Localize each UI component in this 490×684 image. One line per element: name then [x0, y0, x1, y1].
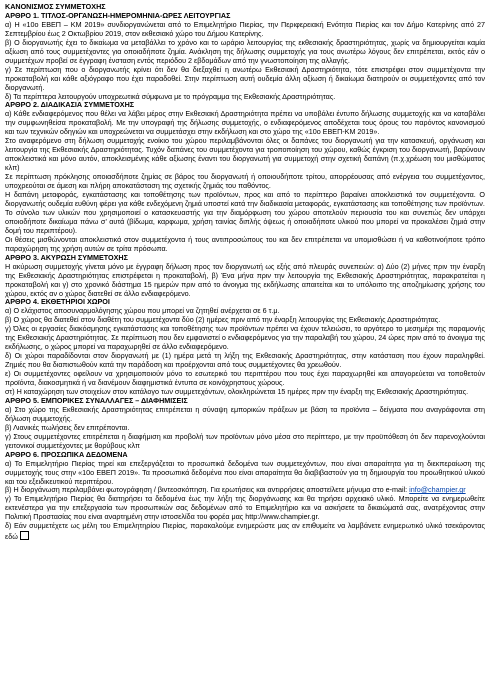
article-1-heading: ΑΡΘΡΟ 1. ΤΙΤΛΟΣ-ΟΡΓΑΝΩΣΗ-ΗΜΕΡΟΜΗΝΙΑ-ΩΡΕΣ ΛΕΙΤΟΥΡΓΙΑΣ	[5, 10, 231, 20]
article-1-para-c: γ) Σε περίπτωση που ο διοργανωτής κρίνει ότι δεν θα διεξαχθεί η ανωτέρω Εκθεσιακή Δραστηριότητα, τότε επιστρέφει στον συμμετέχοντα την προκαταβολή και κάθε αξιόγραφο που έχει παραδοθεί. Στην περίπτωση αυτή ουδεμία άλλη αξίωση ή δικαίωμα διατηρούν οι συμμετέχοντες από τον διοργανωτή.	[5, 64, 485, 92]
article-2-para-4: Η δαπάνη μεταφοράς, εγκατάστασης και τοποθέτησης των προϊόντων, προς και από το περίπτερο βαραίνει αποκλειστικά τον συμμετέχοντα. Ο διοργανωτής ουδεμία ευθύνη φέρει για κάθε ενδεχόμενη ζημιά υποστεί κατά την διαδικασία μεταφοράς, εγκατάστασης και τοποθέτησης των προϊόντων.	[5, 190, 485, 208]
article-6-para-b-text: β) Η διοργάνωση περιλαμβάνει φωτογράφηση / βιντεοσκόπηση. Για ερωτήσεις και αντιρρήσεις αποστείλετε μήνυμα στο e-mail:	[5, 485, 408, 495]
article-1-para-a: α) Η «10ο ΕΒΕΠ – ΚΜ 2019» συνδιοργανώνεται από το Επιμελητήριο Πιερίας, την Περιφερειακή Ενότητα Πιερίας και τον Δήμο Κατερίνης από 27 Σεπτεμβρίου έως 2 Οκτωβρίου 2019, στον εκθεσιακό χώρο του Δήμου Κατερίνης.	[5, 19, 485, 38]
article-5-heading: ΑΡΘΡΟ 5. ΕΜΠΟΡΙΚΕΣ ΣΥΝΑΛΛΑΓΕΣ – ΔΙΑΦΗΜΙΣΕΙΣ	[5, 395, 188, 405]
article-4-para-st: στ) Η καταχώρηση των στοιχείων στον κατάλογο των συμμετεχόντων, ολοκληρώνεται 15 ημέρες πριν την έναρξη της Εκθεσιακής Δραστηριότητας.	[5, 386, 469, 396]
article-4-para-c: γ) Όλες οι εργασίες διακόσμησης εγκατάστασης και τοποθέτησης των προϊόντων πρέπει να έχουν τελειώσει, το αργότερο το μεσημέρι της παραμονής της Εκθεσιακής Δραστηριότητας. Σε περίπτωση που δεν εμφανιστεί ο ενδιαφερόμενος για την παραλαβή του χώρου, 24 ώρες πριν από το άνοιγμα της εκδήλωσης, ο χώρος μπορεί να παραχωρηθεί σε άλλο ενδιαφερόμενο.	[5, 324, 485, 352]
article-4-para-a: α) Ο ελάχιστος αποσυναρμολόγησης χώρου που μπορεί να ζητηθεί ανέρχεται σε 6 τ.μ.	[5, 306, 280, 316]
article-4-para-b: β) Ο χώρος θα διατεθεί στον διαθέτη του συμμετέχοντα δύο (2) ημέρες πριν από την έναρξη λειτουργίας της Εκθεσιακής Δραστηριότητας.	[5, 315, 441, 325]
article-3-heading: ΑΡΘΡΟ 3. ΑΚΥΡΩΣΗ ΣΥΜΜΕΤΟΧΗΣ	[5, 252, 128, 262]
article-6-para-c: γ) Το Επιμελητήριο Πιερίας θα διατηρήσει τα δεδομένα έως την λήξη της διοργάνωσης και θα τηρήσει αρχειακό υλικό. Μπορείτε να ενημερωθείτε εκτενέστερα για την επεξεργασία των προσωπικών σας δεδομένων από το Επιμελητήριο και να ασκήσετε τα δικαιώματά σας, ανατρέχοντας στην Πολιτική Προστασίας που είναι αναρτημένη στην ιστοσελίδα του φορέα μας http://www.champier.gr.	[5, 494, 485, 522]
article-3-para: Η ακύρωση συμμετοχής γίνεται μόνο με έγγραφη δήλωση προς τον διοργανωτή ως εξής από πλευράς συνεπειών: α) Δύο (2) μήνες πριν την έναρξη της Εκθεσιακής Δραστηριότητας επιστρέφεται η προκαταβολή, β) Ένα μήνα πριν την λειτουργία της Εκθεσιακής Δραστηριότητας, παρακρατείται η προκαταβολή και γ) στο χρονικό διάστημα 15 ημερών πριν από το άνοιγμα της εκδήλωσης απαιτείται και το υπόλοιπο της αποζημίωσης χρήσης του χώρου, εκτός αν ο χώρος διατεθεί σε άλλο ενδιαφερόμενο.	[5, 261, 485, 298]
article-5-para-b: β) Λιανικές πωλήσεις δεν επιτρέπονται.	[5, 422, 130, 432]
document-title: ΚΑΝΟΝΙΣΜΟΣ ΣΥΜΜΕΤΟΧΗΣ	[5, 2, 106, 11]
article-6-para-a: α) Το Επιμελητήριο Πιερίας τηρεί και επεξεργάζεται το προσωπικά δεδομένα των συμμετεχόντων, που είναι απαραίτητα για τη διεκπεραίωση της συμμετοχής τους στην «10ο ΕΒΕΠ 2019». Τα προσωπικά δεδομένα που είναι απαραίτητα θα διαβιβαστούν για τη δημιουργία του προωθητικού υλικού και του εξειδικευτικού περιπτέρου.	[5, 458, 485, 486]
article-2-para-2: Στο αναφερόμενο στη δήλωση συμμετοχής ενοίκιο του χώρου περιλαμβάνονται όλες οι δαπάνες του διοργανωτή για την κατασκευή, οργάνωση και λειτουργία της Εκθεσιακής Δραστηριότητας. Τυχόν δαπάνες του συμμετέχοντα για τροποποίηση του χώρου, καθώς έγκριση του διοργανωτή, βαρύνουν αποκλειστικά και μόνο αυτόν, αποκλεισμένης κάθε αξίωσης έναντι του διοργανωτή για συμμετοχή στην σχετική δαπάνη (π.χ.χρέωση του μισθώματος κλπ)	[5, 136, 485, 173]
article-1-para-d: δ) Τα περίπτερα λειτουργούν υποχρεωτικά σύμφωνα με το πρόγραμμα της Εκθεσιακής Δραστηριότητας.	[5, 91, 336, 101]
article-6-para-d	[5, 522, 485, 542]
article-2-para-5: Το σύνολο των υλικών που χρησιμοποιεί ο κατασκευαστής για την διαμόρφωση του χώρου αποτελούν περιουσία του και συνεπώς δεν υπάρχει οποιοδήποτε δικαίωμα πάνω σ’ αυτά (βίδωμα, καρφωμα, χρήση ταινίας διπλής όψεως ή οποιαδήποτε υλικού που μπορεί να προκαλέσει ζημιά στην δομή του περιπτέρου).	[5, 207, 485, 235]
contact-email-link[interactable]: info@champier.gr	[409, 485, 466, 495]
article-4-para-d: δ) Οι χώροι παραδίδονται στον διοργανωτή με (1) ημέρα μετά τη λήξη της Εκθεσιακής Δραστηριότητας, στην κατάσταση που έχουν παραληφθεί. Ζημιές που θα διαπιστωθούν κατά την παράδοση και προέρχονται από τους συμμετέχοντες θα χρεωθούν.	[5, 351, 485, 370]
article-2-heading: ΑΡΘΡΟ 2. ΔΙΑΔΙΚΑΣΙΑ ΣΥΜΜΕΤΟΧΗΣ	[5, 100, 135, 110]
article-4-para-e: ε) Οι συμμετέχοντες οφείλουν να χρησιμοποιούν μόνο το εσωτερικό του περιπτέρου που τους έχει παραχωρηθεί και απαγορεύεται να τοποθετούν προϊόντα, διακοσμητικά ή να διανέμουν διαφημιστικά έντυπα σε κοινόχρηστους χώρους.	[5, 369, 485, 388]
article-1-para-b: β) Ο διοργανωτής έχει το δικαίωμα να μεταβάλλει το χρόνο και το ωράριο λειτουργίας της εκθεσιακής δραστηριότητας, χωρίς να δημιουργείται καμία αξίωση από τους συμμετέχοντες για οποιαδήποτε ζημία. Ανάκληση της δήλωσης συμμετοχής για τους ανωτέρω λόγους δεν επιτρέπεται, εκτός εάν ο συμμετέχων προβεί σε έγγραφη ένσταση εντός περιόδου 2 εβδομάδων από την γνωστοποίηση της αλλαγής.	[5, 37, 485, 65]
newsletter-checkbox[interactable]	[20, 531, 29, 540]
article-6-para-d-text: δ) Εάν συμμετέχετε ως μέλη του Επιμελητηρίου Πιερίας, παρακαλούμε ενημερώστε μας αν επιθυμείτε να λαμβάνετε ενημερωτικό υλικό τσεκάροντας εδώ	[5, 521, 485, 542]
article-2-para-6: Οι θέσεις μισθώνονται αποκλειστικά στον συμμετέχοντα ή τους αντιπροσώπους του και δεν επιτρέπεται να υπομισθώσει ή να καθοτινοήποτε τρόπο παραχώρηση της χρήση αυτών σε τρίτα πρόσωπα.	[5, 234, 485, 253]
article-4-heading: ΑΡΘΡΟ 4. ΕΚΘΕΤΗΡΙΟΙ ΧΩΡΟΙ	[5, 297, 110, 307]
article-5-para-a: α) Στο χώρο της Εκθεσιακής Δραστηριότητας επιτρέπεται η σύναψη εμπορικών πράξεων με βάση τα προϊόντα – δείγματα που αναγράφονται στη δήλωση συμμετοχής.	[5, 404, 485, 423]
article-5-para-c: γ) Στους συμμετέχοντες επιτρέπεται η διαφήμιση και προβολή των προϊόντων μόνο μέσα στο περίπτερο, με την προϋπόθεση ότι δεν παρενοχλούνται γειτονικοί συμμετέχοντες με θορύβους κλπ	[5, 431, 485, 450]
article-2-para-3: Σε περίπτωση πρόκλησης οποιασδήποτε ζημίας σε βάρος του διοργανωτή ή οποιουδήποτε τρίτου, απορρέουσας από ενέργεια του συμμετέχοντος, υποχρεούται σε άμεση και πλήρη αποκατάσταση της σχετικής ζημιάς του παθόντος.	[5, 172, 485, 191]
article-2-para-a: α) Κάθε ενδιαφερόμενος που θέλει να λάβει μέρος στην Εκθεσιακή Δραστηριότητα πρέπει να υποβάλει έντυπο δήλωσης συμμετοχής και να καταβάλει την συμφωνηθείσα προκαταβολή. Με την υπογραφή της δήλωσης συμμετοχής, ο ενδιαφερόμενος αποδέχεται τους όρους του παρόντος κανονισμού και των τεχνικών οδηγιών και υποχρεώνεται να συμμετάσχει στην εκδήλωση και στο χώρο της «10ο ΕΒΕΠ-ΚΜ 2019».	[5, 109, 485, 137]
article-6-heading: ΑΡΘΡΟ 6. ΠΡΟΣΩΠΙΚΑ ΔΕΔΟΜΕΝΑ	[5, 449, 128, 459]
